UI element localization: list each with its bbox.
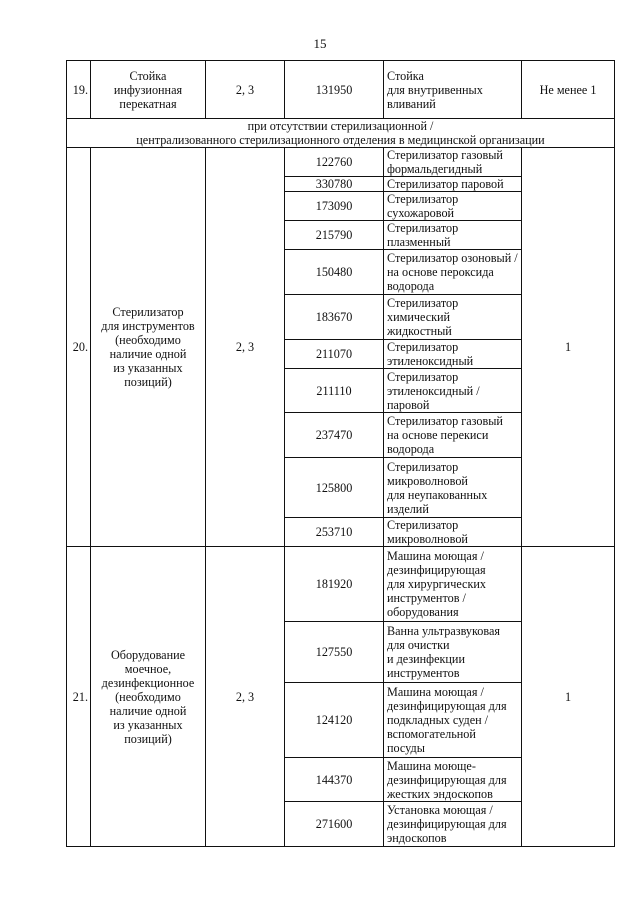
table-row: [67, 148, 615, 177]
table-row: [67, 61, 615, 119]
class-level: 2, 3: [206, 61, 285, 119]
item-type: Установка моющая / дезинфицирующая для эндоскопов: [384, 802, 522, 847]
row-number: 21.: [67, 547, 91, 847]
equipment-table: [66, 60, 615, 847]
page-number: 15: [313, 36, 327, 51]
item-code: 237470: [285, 413, 384, 458]
item-code: 173090: [285, 192, 384, 221]
class-level: 2, 3: [206, 547, 285, 847]
quantity: 1: [522, 547, 615, 847]
section-note: при отсутствии стерилизационной / централизованного стерилизационного отделения в медицинской организации: [67, 119, 615, 148]
item-code: 124120: [285, 683, 384, 758]
item-type: Стерилизатор плазменный: [384, 221, 522, 250]
equipment-name: Стерилизатор для инструментов (необходимо наличие одной из указанных позиций): [91, 148, 206, 547]
item-code: 271600: [285, 802, 384, 847]
item-code: 150480: [285, 250, 384, 295]
item-code: 131950: [285, 61, 384, 119]
section-note-row: [67, 119, 615, 148]
quantity: 1: [522, 148, 615, 547]
item-type: Ванна ультразвуковая для очистки и дезинфекции инструментов: [384, 622, 522, 683]
item-type: Машина моюще- дезинфицирующая для жестких эндоскопов: [384, 758, 522, 802]
item-code: 125800: [285, 458, 384, 518]
item-type: Стерилизатор газовый на основе перекиси водорода: [384, 413, 522, 458]
item-code: 330780: [285, 177, 384, 192]
item-code: 253710: [285, 518, 384, 547]
item-type: Стерилизатор химический жидкостный: [384, 295, 522, 340]
item-code: 183670: [285, 295, 384, 340]
item-code: 211070: [285, 340, 384, 369]
item-code: 122760: [285, 148, 384, 177]
item-type: Стерилизатор этиленоксидный / паровой: [384, 369, 522, 413]
item-type: Машина моющая / дезинфицирующая для хирургических инструментов / оборудования: [384, 547, 522, 622]
quantity: Не менее 1: [522, 61, 615, 119]
item-code: 215790: [285, 221, 384, 250]
item-type: Стерилизатор микроволновой: [384, 518, 522, 547]
class-level: 2, 3: [206, 148, 285, 547]
item-type: Стерилизатор микроволновой для неупакованных изделий: [384, 458, 522, 518]
row-number: 19.: [67, 61, 91, 119]
item-code: 211110: [285, 369, 384, 413]
row-number: 20.: [67, 148, 91, 547]
item-code: 144370: [285, 758, 384, 802]
item-type: Стойка для внутривенных вливаний: [384, 61, 522, 119]
item-type: Стерилизатор сухожаровой: [384, 192, 522, 221]
item-code: 181920: [285, 547, 384, 622]
table-row: [67, 547, 615, 622]
item-type: Машина моющая / дезинфицирующая для подкладных суден / вспомогательной посуды: [384, 683, 522, 758]
equipment-name: Стойка инфузионная перекатная: [91, 61, 206, 119]
equipment-name: Оборудование моечное, дезинфекционное (необходимо наличие одной из указанных позиций): [91, 547, 206, 847]
item-code: 127550: [285, 622, 384, 683]
item-type: Стерилизатор озоновый / на основе пероксида водорода: [384, 250, 522, 295]
item-type: Стерилизатор паровой: [384, 177, 522, 192]
item-type: Стерилизатор газовый формальдегидный: [384, 148, 522, 177]
item-type: Стерилизатор этиленоксидный: [384, 340, 522, 369]
